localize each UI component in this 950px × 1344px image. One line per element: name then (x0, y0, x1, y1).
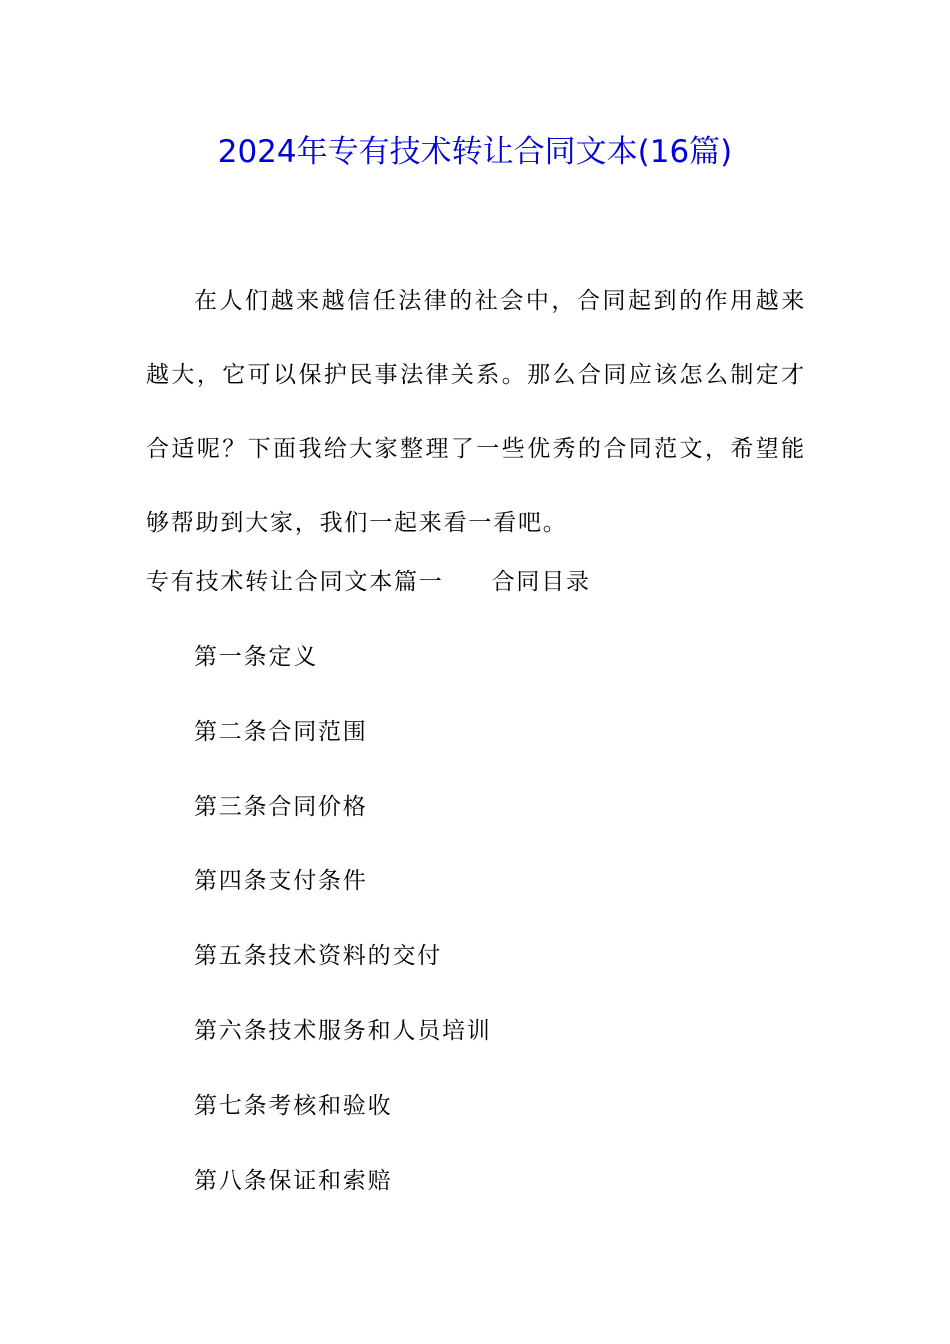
toc-item: 第六条技术服务和人员培训 (194, 1017, 492, 1044)
section-label: 专有技术转让合同文本篇一 (146, 569, 444, 595)
toc-item: 第一条定义 (194, 644, 318, 670)
toc-item: 第二条合同范围 (194, 718, 368, 745)
section-heading (146, 562, 591, 602)
toc-item: 第五条技术资料的交付 (194, 943, 442, 970)
contract-toc (194, 637, 492, 1235)
toc-item: 第四条支付条件 (194, 868, 368, 895)
toc-heading: 合同目录 (491, 569, 591, 595)
toc-item: 第三条合同价格 (194, 793, 368, 820)
document-title: 2024年专有技术转让合同文本(16篇) (217, 134, 733, 170)
toc-item: 第八条保证和索赔 (194, 1167, 393, 1194)
toc-item: 第七条考核和验收 (194, 1092, 393, 1119)
intro-paragraph: 在人们越来越信任法律的社会中，合同起到的作用越来越大，它可以保护民事法律关系。那么合同应该怎么制定才合适呢？下面我给大家整理了一些优秀的合同范文，希望能够帮助到大家，我们一起来看一看吧。 (146, 288, 806, 536)
